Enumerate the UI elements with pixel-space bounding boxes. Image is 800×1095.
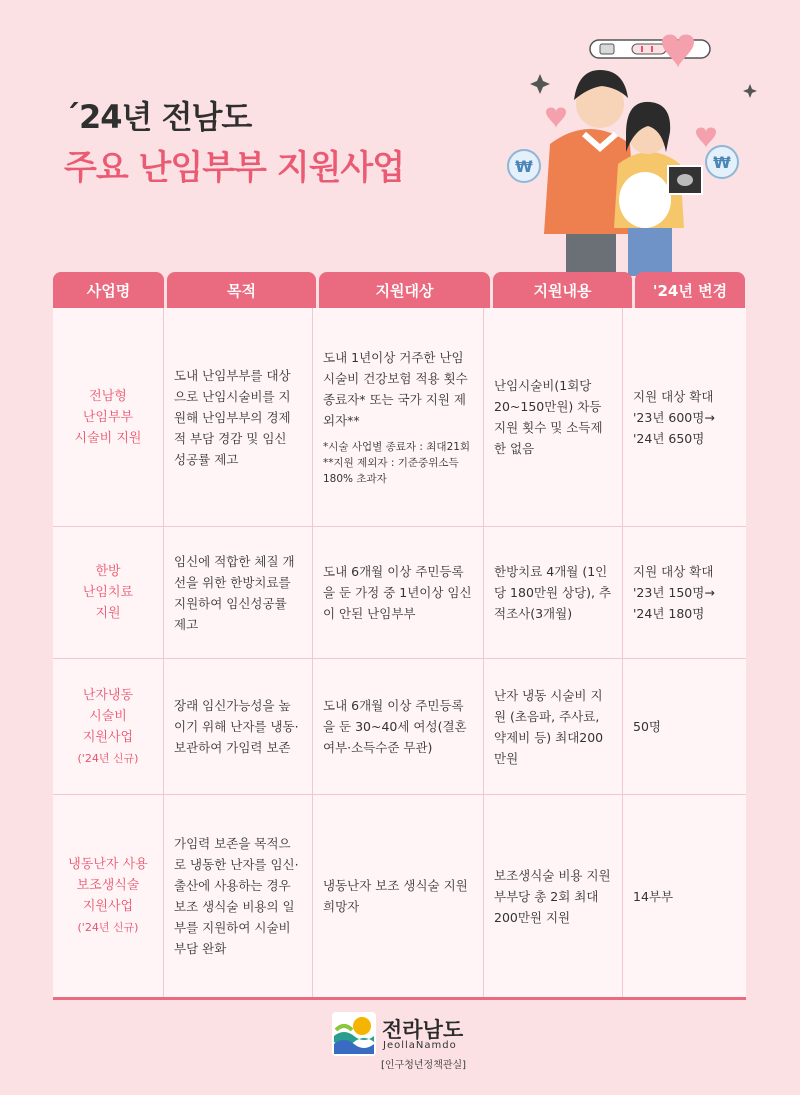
couple-illustration: [500, 24, 780, 276]
logo-english-name: JeollaNamdo: [383, 1040, 457, 1051]
won-coin-icon: [508, 150, 540, 182]
svg-text:₩: ₩: [515, 157, 533, 176]
program-name-line: 난자냉동: [82, 687, 134, 703]
svg-text:₩: ₩: [713, 153, 731, 172]
program-name-line: 시술비 지원: [74, 430, 142, 446]
program-name-line: 지원사업: [82, 729, 134, 745]
program-purpose: 가임력 보존을 목적으로 냉동한 난자를 임신·출산에 사용하는 경우 보조 생식술 비용의 일부를 지원하여 시술비 부담 완화: [164, 795, 313, 997]
table-row: [53, 795, 746, 997]
program-name-line: 지원: [95, 606, 121, 621]
program-change: [623, 308, 733, 526]
program-purpose: 임신에 적합한 체질 개선을 위한 한방치료를 지원하여 임신성공률 제고: [164, 527, 313, 658]
program-content: 보조생식술 비용 지원 부부당 총 2회 최대 200만원 지원: [484, 795, 623, 997]
program-content: 한방치료 4개월 (1인당 180만원 상당), 추적조사(3개월): [484, 527, 623, 658]
page-title-line1: ´24년 전남도: [64, 98, 252, 136]
new-program-tag: ('24년 신규): [77, 751, 139, 765]
program-name: [53, 795, 164, 997]
table-row: [53, 527, 746, 659]
program-name-line: 냉동난자 사용: [68, 857, 148, 872]
program-name-line: 난임치료: [82, 585, 134, 600]
won-coin-icon: [706, 146, 738, 178]
column-header-content: 지원내용: [493, 272, 632, 308]
program-name: [53, 659, 164, 794]
table-body: [53, 308, 746, 1000]
program-purpose: 장래 임신가능성을 높이기 위해 난자를 냉동·보관하여 가임력 보존: [164, 659, 313, 794]
heart-icon: [696, 128, 716, 149]
logo-korean-name: 전라남도: [382, 1018, 464, 1042]
program-target: [313, 308, 484, 526]
program-change: [623, 527, 733, 658]
table-row: [53, 308, 746, 527]
change-line: 지원 대상 확대: [633, 388, 714, 404]
program-purpose: 도내 난임부부를 대상으로 난임시술비를 지원해 난임부부의 경제적 부담 경감 및 임신 성공률 제고: [164, 308, 313, 526]
program-name-line: 시술비: [89, 708, 127, 724]
program-name-line: 지원사업: [82, 899, 134, 914]
department-name: [인구청년정책관실]: [381, 1060, 467, 1071]
program-target: 도내 6개월 이상 주민등록을 둔 가정 중 1년이상 임신이 안된 난임부부: [313, 527, 484, 658]
change-line: 50명: [633, 719, 661, 734]
footnote: **지원 제외자 : 기준중위소득 180% 초과자: [323, 457, 459, 485]
program-target-notes: [323, 439, 473, 487]
change-line: '24년 180명: [633, 606, 705, 621]
program-target: 냉동난자 보조 생식술 지원 희망자: [313, 795, 484, 997]
column-header-target: 지원대상: [319, 272, 490, 308]
sparkle-icon: [530, 74, 550, 94]
change-line: 14부부: [633, 888, 674, 904]
change-line: '24년 650명: [633, 430, 705, 446]
jeollanamdo-logo: [332, 1012, 482, 1072]
program-name-line: 보조생식술: [76, 878, 140, 893]
program-name-line: 난임부부: [82, 409, 134, 425]
column-header-purpose: 목적: [167, 272, 316, 308]
change-line: '23년 600명→: [633, 409, 715, 425]
heart-icon: [546, 108, 566, 129]
column-header-program-name: 사업명: [53, 272, 164, 308]
ultrasound-photo-icon: [668, 166, 702, 194]
sparkle-icon: [743, 84, 757, 98]
change-line: '23년 150명→: [633, 585, 715, 600]
column-header-2024-change: '24년 변경: [635, 272, 745, 308]
program-name-line: 한방: [95, 564, 121, 579]
program-name: [53, 527, 164, 658]
program-change: [623, 795, 733, 997]
program-name-line: 전남형: [89, 388, 127, 404]
program-name: [53, 308, 164, 526]
table-row: [53, 659, 746, 795]
footnote: *시술 사업별 종료자 : 최대21회: [323, 441, 471, 453]
support-program-table: [53, 272, 746, 1000]
table-header: [53, 272, 746, 308]
jeollanamdo-emblem-icon: [332, 1012, 376, 1056]
page-title-line2: 주요 난임부부 지원사업: [64, 148, 405, 188]
new-program-tag: ('24년 신규): [77, 921, 139, 934]
change-line: 지원 대상 확대: [633, 564, 714, 579]
program-target-text: 도내 1년이상 거주한 난임 시술비 건강보험 적용 횟수 종료자* 또는 국가 지원 제외자**: [323, 350, 468, 428]
program-content: 난임시술비(1회당 20~150만원) 차등 지원 횟수 및 소득제한 없음: [484, 308, 623, 526]
program-change: [623, 659, 733, 794]
program-target: 도내 6개월 이상 주민등록을 둔 30~40세 여성(결혼여부·소득수준 무관): [313, 659, 484, 794]
program-content: 난자 냉동 시술비 지원 (초음파, 주사료, 약제비 등) 최대200만원: [484, 659, 623, 794]
